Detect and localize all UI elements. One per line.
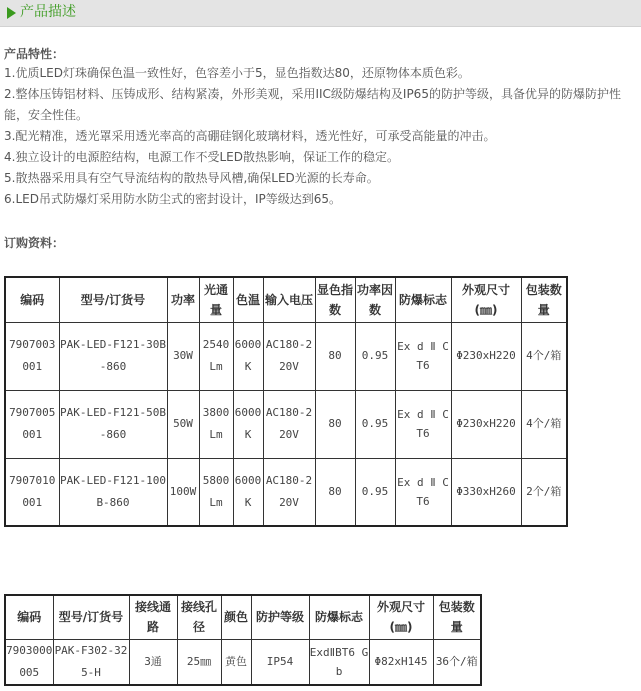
- cell-model: PAK-LED-F121-50B-860: [59, 390, 167, 458]
- feature-item-5: 5.散热器采用具有空气导流结构的散热导风槽,确保LED光源的长寿命。: [4, 171, 379, 185]
- col-header-cri: 显色指数: [315, 277, 355, 322]
- cell-pack: 4个/箱: [521, 390, 567, 458]
- table-row: [5, 322, 567, 390]
- section-title: 产品描述: [20, 4, 76, 20]
- order-label: 订购资料：: [4, 236, 65, 250]
- col-header-ip: 防护等级: [251, 595, 309, 639]
- cell-cri: 80: [315, 322, 355, 390]
- cell-cct: 6000K: [233, 322, 263, 390]
- cell-voltage: AC180-220V: [263, 322, 315, 390]
- col-header-model: 型号/订货号: [59, 277, 167, 322]
- cell-model: PAK-F302-325-H: [53, 639, 129, 685]
- table-row: [5, 639, 481, 685]
- cell-model: PAK-LED-F121-100B-860: [59, 458, 167, 526]
- cell-size: Φ230xH220: [451, 390, 521, 458]
- col-header-flux: 光通量: [199, 277, 233, 322]
- cell-cct: 6000K: [233, 390, 263, 458]
- cell-exmark: Ex d Ⅱ C T6: [395, 458, 451, 526]
- cell-exmark: Ex d Ⅱ C T6: [395, 390, 451, 458]
- cell-exmark: ExdⅡBT6 Gb: [309, 639, 369, 685]
- table-header-row: [5, 595, 481, 639]
- cell-pack: 2个/箱: [521, 458, 567, 526]
- col-header-pack: 包装数量: [521, 277, 567, 322]
- col-header-size: 外观尺寸(㎜): [451, 277, 521, 322]
- cell-size: Φ230xH220: [451, 322, 521, 390]
- table-header-row: [5, 277, 567, 322]
- cell-pf: 0.95: [355, 322, 395, 390]
- cell-hole: 25㎜: [177, 639, 221, 685]
- cell-code: 7903000005: [5, 639, 53, 685]
- cell-size: Φ82xH145: [369, 639, 433, 685]
- cell-color: 黄色: [221, 639, 251, 685]
- col-header-model: 型号/订货号: [53, 595, 129, 639]
- cell-voltage: AC180-220V: [263, 458, 315, 526]
- cell-pack: 36个/箱: [433, 639, 481, 685]
- feature-item-3: 3.配光精准，透光罩采用透光率高的高硼硅钢化玻璃材料，透光性好，可承受高能量的冲击。: [4, 129, 496, 143]
- cell-ip: IP54: [251, 639, 309, 685]
- cell-flux: 2540Lm: [199, 322, 233, 390]
- cell-flux: 3800Lm: [199, 390, 233, 458]
- col-header-voltage: 输入电压: [263, 277, 315, 322]
- col-header-code: 编码: [5, 277, 59, 322]
- cell-channels: 3通: [129, 639, 177, 685]
- col-header-hole: 接线孔径: [177, 595, 221, 639]
- cell-cri: 80: [315, 458, 355, 526]
- cell-exmark: Ex d Ⅱ C T6: [395, 322, 451, 390]
- col-header-exmark: 防爆标志: [395, 277, 451, 322]
- cell-pf: 0.95: [355, 390, 395, 458]
- col-header-exmark: 防爆标志: [309, 595, 369, 639]
- col-header-cct: 色温: [233, 277, 263, 322]
- cell-power: 100W: [167, 458, 199, 526]
- cell-power: 50W: [167, 390, 199, 458]
- col-header-channels: 接线通路: [129, 595, 177, 639]
- cell-code: 7907010001: [5, 458, 59, 526]
- table-row: [5, 458, 567, 526]
- features-label: 产品特性：: [4, 47, 65, 61]
- led-lamp-spec-table: [4, 276, 568, 527]
- cell-pack: 4个/箱: [521, 322, 567, 390]
- junction-box-spec-table: [4, 594, 482, 686]
- feature-item-6: 6.LED吊式防爆灯采用防水防尘式的密封设计，IP等级达到65。: [4, 192, 342, 206]
- cell-power: 30W: [167, 322, 199, 390]
- feature-item-4: 4.独立设计的电源腔结构，电源工作不受LED散热影响，保证工作的稳定。: [4, 150, 399, 164]
- feature-item-1: 1.优质LED灯珠确保色温一致性好，色容差小于5，显色指数达80，还原物体本质色彩。: [4, 66, 470, 80]
- table-row: [5, 390, 567, 458]
- cell-size: Φ330xH260: [451, 458, 521, 526]
- cell-pf: 0.95: [355, 458, 395, 526]
- col-header-size: 外观尺寸(㎜): [369, 595, 433, 639]
- triangle-right-icon: [7, 7, 16, 19]
- cell-code: 7907003001: [5, 322, 59, 390]
- cell-cri: 80: [315, 390, 355, 458]
- cell-code: 7907005001: [5, 390, 59, 458]
- section-header: [0, 0, 641, 27]
- cell-flux: 5800Lm: [199, 458, 233, 526]
- col-header-code: 编码: [5, 595, 53, 639]
- cell-model: PAK-LED-F121-30B-860: [59, 322, 167, 390]
- col-header-power: 功率: [167, 277, 199, 322]
- col-header-pf: 功率因数: [355, 277, 395, 322]
- col-header-color: 颜色: [221, 595, 251, 639]
- cell-voltage: AC180-220V: [263, 390, 315, 458]
- feature-item-2: 2.整体压铸铝材料、压铸成形、结构紧凑，外形美观，采用IIC级防爆结构及IP65的防护等级，具备优异的防爆防护性能，安全性佳。: [4, 87, 621, 122]
- cell-cct: 6000K: [233, 458, 263, 526]
- col-header-pack: 包装数量: [433, 595, 481, 639]
